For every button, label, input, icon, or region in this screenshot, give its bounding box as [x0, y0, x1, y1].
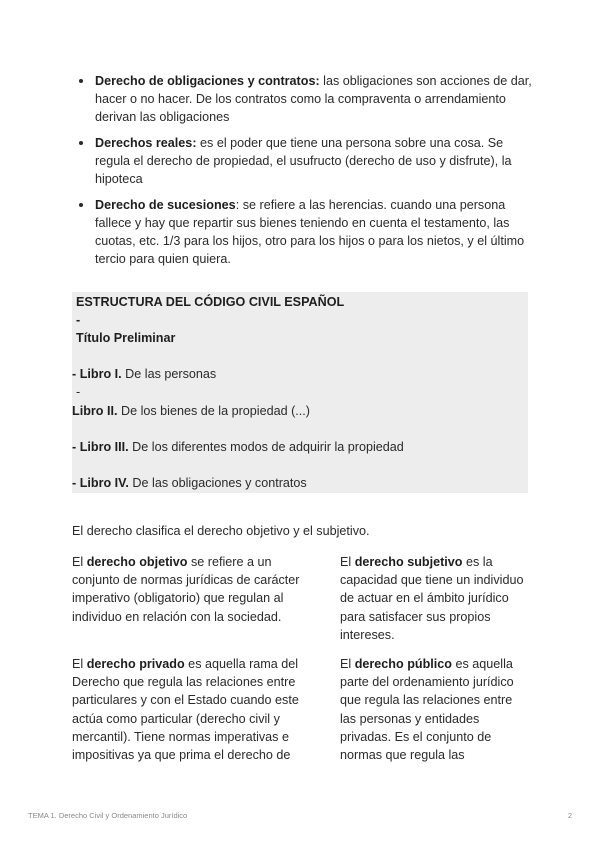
structure-title: ESTRUCTURA DEL CÓDIGO CIVIL ESPAÑOL: [76, 295, 345, 309]
list-item: [72, 72, 532, 126]
bullet-text: las obligaciones son acciones de dar, hacer o no hacer. De los contratos como la compraventa o arrendamiento derivan las obligaciones: [95, 74, 532, 124]
list-item: [72, 196, 532, 268]
libro-ii: Libro II. De los bienes de la propiedad (...): [72, 404, 311, 418]
bullet-list: [72, 72, 532, 276]
libro-iii: - Libro III. De los diferentes modos de adquirir la propiedad: [72, 440, 404, 454]
titulo-preliminar: Título Preliminar: [76, 331, 176, 345]
structure-box: [72, 292, 528, 493]
bullet-text: es el poder que tiene una persona sobre una cosa. Se regula el derecho de propiedad, el usufructo (derecho de uso y disfrute), la hipoteca: [95, 136, 512, 186]
derecho-publico-paragraph: El derecho público es aquella parte del ordenamiento jurídico que regula las relaciones entre las personas y entidades privadas. Es el conjunto de normas que regula las: [340, 657, 514, 763]
bullet-term: Derecho de sucesiones: [95, 198, 236, 212]
structure-dash: -: [76, 313, 81, 327]
derecho-objetivo-paragraph: El derecho objetivo se refiere a un conjunto de normas jurídicas de carácter imperativo (obligatorio) que regulan al individuo en relación con la sociedad.: [72, 555, 300, 624]
bullet-term: Derechos reales:: [95, 136, 197, 150]
derecho-privado-paragraph: El derecho privado es aquella rama del Derecho que regula las relaciones entre particulares y con el Estado cuando este actúa como particular (derecho civil y mercantil). Tiene normas imperativas e impositivas ya que prima el derecho de: [72, 657, 299, 763]
page-number: 2: [567, 811, 572, 820]
libro-i: - Libro I. De las personas: [72, 367, 217, 381]
libro-ii-dash: -: [76, 385, 81, 399]
derecho-subjetivo-paragraph: El derecho subjetivo es la capacidad que tiene un individuo de actuar en el ámbito jurídico para satisfacer sus propios intereses.: [340, 555, 524, 642]
bullet-term: Derecho de obligaciones y contratos:: [95, 74, 320, 88]
footer-title: TEMA 1. Derecho Civil y Ordenamiento Jurídico: [28, 811, 188, 820]
intro-paragraph: El derecho clasifica el derecho objetivo y el subjetivo.: [72, 524, 370, 538]
libro-iv: - Libro IV. De las obligaciones y contratos: [72, 476, 307, 490]
list-item: [72, 134, 532, 188]
bullet-text: : se refiere a las herencias. cuando una persona fallece y hay que repartir sus bienes teniendo en cuenta el testamento, las cuotas, etc. 1/3 para los hijos, otro para los hijos o para los nietos, y el último tercio para quien quiera.: [95, 198, 525, 266]
